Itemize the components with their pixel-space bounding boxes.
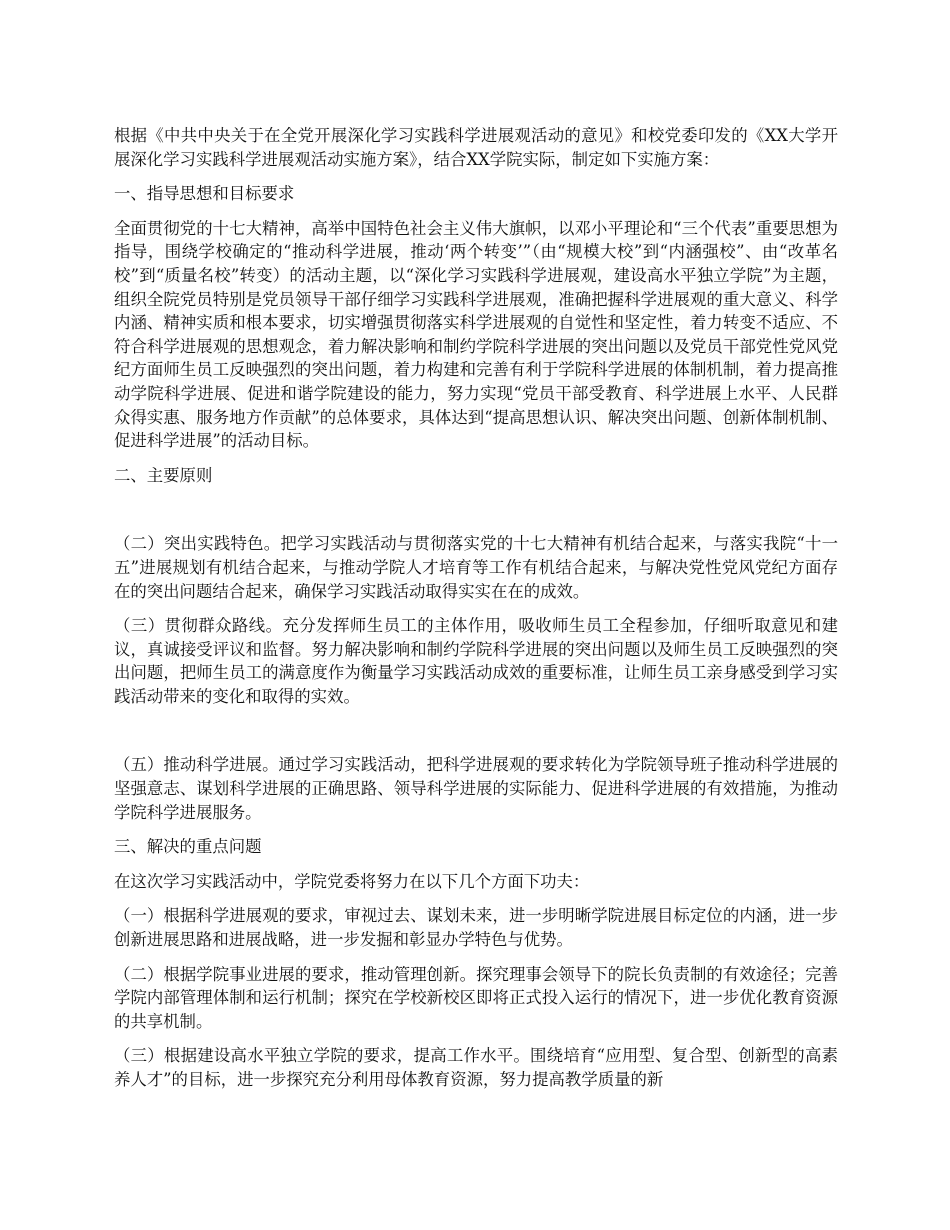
- intro-paragraph: 根据《中共中央关于在全党开展深化学习实践科学进展观活动的意见》和校党委印发的《XX大学开展深化学习实践科学进展观活动实施方案》，结合XX学院实际，制定如下实施方案：: [114, 126, 838, 169]
- issue-2-paragraph: （二）根据学院事业进展的要求，推动管理创新。探究理事会领导下的院长负责制的有效途径；完善学院内部管理体制和运行机制；探究在学校新校区即将正式投入运行的情况下，进一步优化教育资源的共享机制。: [114, 964, 838, 1031]
- section-1-body: 全面贯彻党的十七大精神，高举中国特色社会主义伟大旗帜，以邓小平理论和“三个代表”重要思想为指导，围绕学校确定的“推动科学进展，推动‘两个转变’”（由“规模大校”到“内涵强校”、由“改革名校”到“质量名校”转变）的活动主题，以“深化学习实践科学进展观，建设高水平独立学院”为主题，组织全院党员特别是党员领导干部仔细学习实践科学进展观，准确把握科学进展观的重大意义、科学内涵、精神实质和根本要求，切实增强贯彻落实科学进展观的自觉性和坚定性，着力转变不适应、不符合科学进展观的思想观念，着力解决影响和制约学院科学进展的突出问题以及党员干部党性党风党纪方面师生员工反映强烈的突出问题，着力构建和完善有利于学院科学进展的体制机制，着力提高推动学院科学进展、促进和谐学院建设的能力，努力实现“党员干部受教育、科学进展上水平、人民群众得实惠、服务地方作贡献”的总体要求，具体达到“提高思想认识、解决突出问题、创新体制机制、促进科学进展”的活动目标。: [114, 218, 838, 451]
- issue-3-paragraph: （三）根据建设高水平独立学院的要求，提高工作水平。围绕培育“应用型、复合型、创新型的高素养人才”的目标，进一步探究充分利用母体教育资源，努力提高教学质量的新: [114, 1046, 838, 1089]
- section-2-heading: 二、主要原则: [114, 465, 213, 485]
- principle-2-paragraph: （二）突出实践特色。把学习实践活动与贯彻落实党的十七大精神有机结合起来，与落实我院“十一五”进展规划有机结合起来，与推动学院人才培育等工作有机结合起来，与解决党性党风党纪方面存在的突出问题结合起来，确保学习实践活动取得实实在在的成效。: [114, 534, 838, 601]
- issue-1-paragraph: （一）根据科学进展观的要求，审视过去、谋划未来，进一步明晰学院进展目标定位的内涵，进一步创新进展思路和进展战略，进一步发掘和彰显办学特色与优势。: [114, 906, 838, 950]
- principle-3-paragraph: （三）贯彻群众路线。充分发挥师生员工的主体作用，吸收师生员工全程参加，仔细听取意见和建议，真诚接受评议和监督。努力解决影响和制约学院科学进展的突出问题以及师生员工反映强烈的突出问题，把师生员工的满意度作为衡量学习实践活动成效的重要标准，让师生员工亲身感受到学习实践活动带来的变化和取得的实效。: [114, 616, 838, 706]
- section-3-intro: 在这次学习实践活动中，学院党委将努力在以下几个方面下功夫：: [114, 871, 590, 891]
- blank-gap: [114, 719, 838, 753]
- blank-gap: [114, 498, 838, 532]
- section-1-heading: 一、指导思想和目标要求: [114, 184, 295, 204]
- document-page: [114, 124, 838, 1103]
- section-3-heading: 三、解决的重点问题: [114, 837, 262, 857]
- principle-5-paragraph: （五）推动科学进展。通过学习实践活动，把科学进展观的要求转化为学院领导班子推动科学进展的坚强意志、谋划科学进展的正确思路、领导科学进展的实际能力、促进科学进展的有效措施，为推动学院科学进展服务。: [114, 755, 838, 822]
